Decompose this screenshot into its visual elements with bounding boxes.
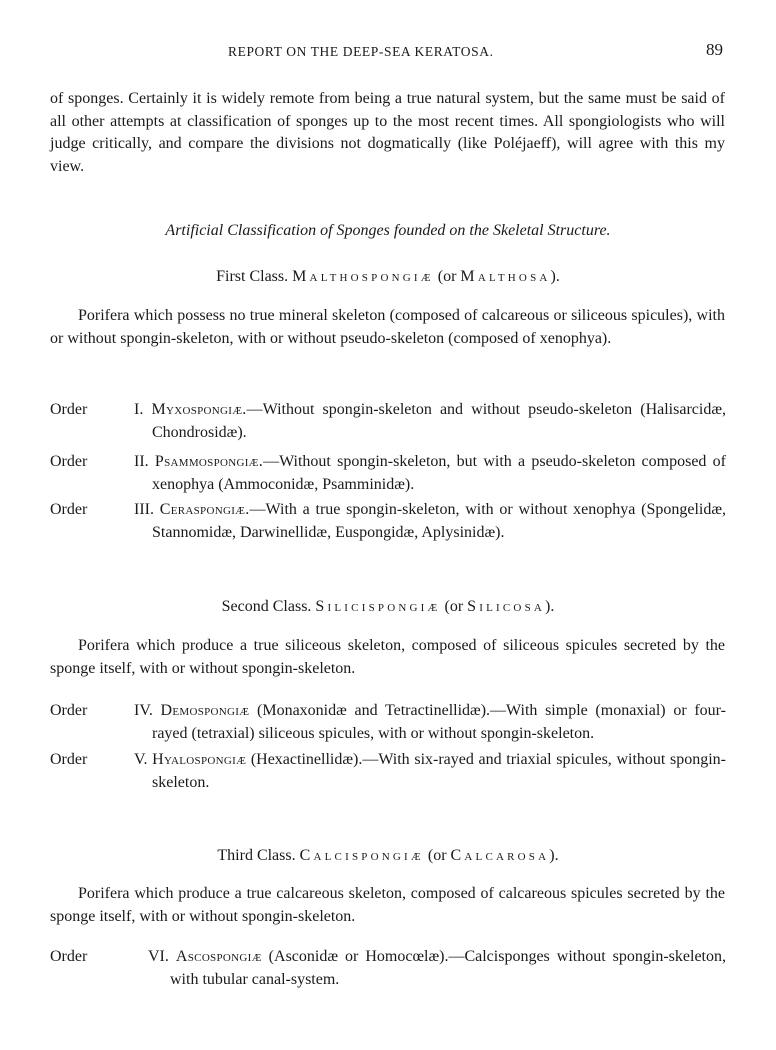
class-close: ). — [545, 598, 555, 615]
order-name: Hyalospongiæ — [152, 751, 247, 768]
class-description-first: Porifera which possess no true mineral skeleton (composed of calcareous or siliceous spicules), with or without spongin-skeleton, with or without pseudo-skeleton (composed of xenophya). — [50, 307, 725, 347]
class-close: ). — [549, 847, 559, 864]
class-name: Calcispongiæ — [299, 847, 424, 864]
class-label: First Class. — [216, 268, 289, 285]
order-name: Myxospongiæ. — [151, 401, 247, 418]
order-prefix: Order — [50, 948, 88, 965]
order-name: Ascospongiæ — [175, 948, 262, 965]
order-text: —Without spongin-skeleton and without pseudo-skeleton (Halisarcidæ, Chondrosidæ). — [152, 401, 726, 441]
order-prefix: Order — [50, 751, 88, 768]
class-heading-third — [0, 847, 776, 865]
class-close: ). — [550, 268, 560, 285]
class-alt: (or — [444, 598, 464, 615]
order-numeral: V. — [134, 751, 148, 768]
running-head-title: REPORT ON THE DEEP-SEA KERATOSA. — [228, 44, 494, 59]
order-prefix: Order — [50, 453, 88, 470]
order-text: —Without spongin-skeleton, but with a pseudo-skeleton composed of xenophya (Ammoconidæ, Psamminidæ). — [152, 453, 726, 493]
section-heading: Artificial Classification of Sponges founded on the Skeletal Structure. — [165, 222, 611, 239]
class-label: Third Class. — [217, 847, 296, 864]
order-text: (Asconidæ or Homocœlæ).—Calcisponges without spongin-skeleton, with tubular canal-system. — [170, 948, 726, 988]
order-iv — [50, 700, 726, 745]
order-iii — [50, 499, 726, 544]
page-number: 89 — [706, 40, 723, 59]
order-name: Ceraspongiæ. — [159, 501, 250, 518]
class-alt: (or — [437, 268, 457, 285]
order-numeral: I. — [134, 401, 144, 418]
order-prefix: Order — [50, 702, 88, 719]
order-v — [50, 749, 726, 794]
order-i — [50, 399, 726, 444]
order-ii — [50, 451, 726, 496]
class-name: Malthospongiæ — [292, 268, 434, 285]
class-alt-name: Malthosa — [460, 268, 551, 285]
order-name: Psammospongiæ. — [154, 453, 264, 470]
class-name: Silicispongiæ — [315, 598, 441, 615]
order-name: Demospongiæ — [160, 702, 250, 719]
class-alt-name: Calcarosa — [450, 847, 550, 864]
order-text: (Hexactinellidæ).—With six-rayed and triaxial spicules, without spongin-skeleton. — [152, 751, 726, 791]
order-prefix: Order — [50, 501, 88, 518]
order-numeral: III. — [134, 501, 154, 518]
class-alt-name: Silicosa — [467, 598, 546, 615]
class-description-second: Porifera which produce a true siliceous skeleton, composed of siliceous spicules secreted by the sponge itself, with or without spongin-skeleton. — [50, 637, 725, 677]
intro-paragraph: of sponges. Certainly it is widely remote from being a true natural system, but the same must be said of all other attempts at classification of sponges up to the most recent times. All spongiologists who will judge critically, and compare the divisions not dogmatically (like Poléjaeff), will agree with this my view. — [50, 90, 725, 175]
order-text: —With a true spongin-skeleton, with or without xenophya (Spongelidæ, Stannomidæ, Darwinellidæ, Euspongidæ, Aplysinidæ). — [152, 501, 727, 541]
class-heading-second — [0, 598, 776, 616]
class-alt: (or — [427, 847, 447, 864]
class-description-third: Porifera which produce a true calcareous skeleton, composed of calcareous spicules secreted by the sponge itself, with or without spongin-skeleton. — [50, 885, 725, 925]
order-text: (Monaxonidæ and Tetractinellidæ).—With simple (monaxial) or four-rayed (tetraxial) siliceous spicules, with or without spongin-skeleton. — [152, 702, 726, 742]
class-heading-first — [0, 268, 776, 286]
class-label: Second Class. — [221, 598, 312, 615]
order-prefix: Order — [50, 401, 88, 418]
order-numeral: VI. — [148, 948, 169, 965]
order-numeral: II. — [134, 453, 149, 470]
order-vi — [50, 946, 726, 991]
order-numeral: IV. — [134, 702, 153, 719]
